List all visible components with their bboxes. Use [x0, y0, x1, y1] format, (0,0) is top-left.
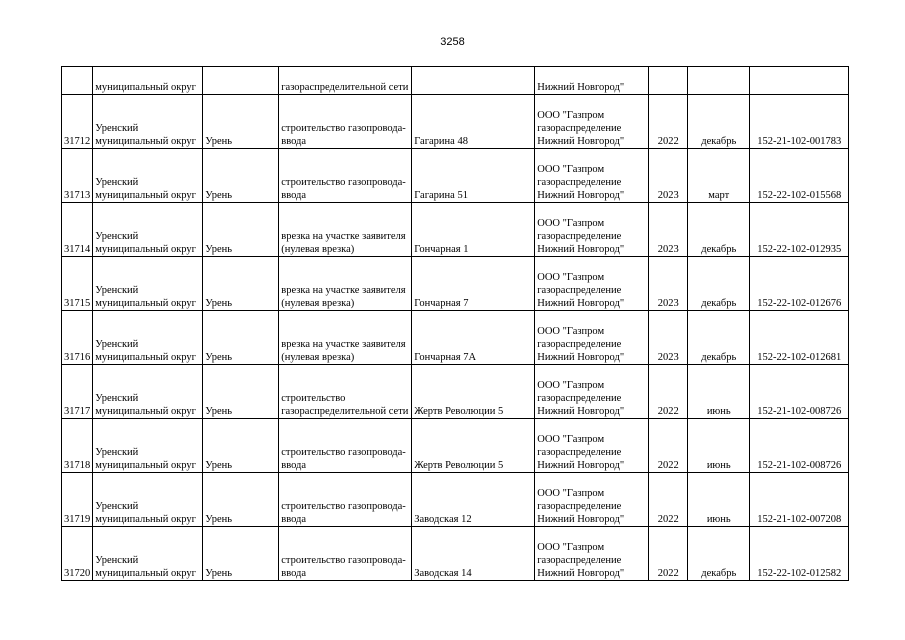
org-line: Нижний Новгород": [537, 568, 625, 579]
cell-address: Гагарина 48: [412, 95, 535, 149]
cell-month: декабрь: [688, 311, 750, 365]
org-line: Нижний Новгород": [537, 298, 625, 309]
org-line: газораспределение: [537, 393, 622, 404]
org-line: Нижний Новгород": [537, 190, 625, 201]
cell-work: газораспределительной сети: [279, 67, 412, 95]
cell-district: муниципальный округ: [93, 67, 203, 95]
cell-work: [279, 311, 412, 365]
cell-org: [535, 257, 649, 311]
org-line: газораспределение: [537, 177, 622, 188]
cell-district: [93, 419, 203, 473]
cell-district: [93, 149, 203, 203]
cell-code: 152-22-102-012582: [750, 527, 849, 581]
cell-address: Жертв Революции 5: [412, 419, 535, 473]
cell-year: 2023: [649, 257, 688, 311]
cell-year: 2022: [649, 527, 688, 581]
cell-code: 152-21-102-008726: [750, 365, 849, 419]
cell-num: 31719: [62, 473, 93, 527]
org-line: Нижний Новгород": [537, 136, 625, 147]
district-line: Уренский: [95, 285, 139, 296]
cell-year: 2022: [649, 473, 688, 527]
cell-district: [93, 95, 203, 149]
work-line: строительство газопровода-: [281, 447, 406, 458]
cell-month: июнь: [688, 473, 750, 527]
cell-org: [535, 149, 649, 203]
cell-code: 152-21-102-007208: [750, 473, 849, 527]
cell-year: 2023: [649, 311, 688, 365]
gasification-registry-table: [61, 66, 849, 581]
cell-locality: Урень: [203, 203, 279, 257]
cell-year: 2022: [649, 419, 688, 473]
cell-address: Гончарная 1: [412, 203, 535, 257]
cell-num: 31716: [62, 311, 93, 365]
district-line: муниципальный округ: [95, 460, 196, 471]
cell-district: [93, 257, 203, 311]
table-row: [62, 419, 849, 473]
org-line: газораспределение: [537, 501, 622, 512]
cell-locality: Урень: [203, 149, 279, 203]
district-line: Уренский: [95, 123, 139, 134]
district-line: Уренский: [95, 393, 139, 404]
work-line: (нулевая врезка): [281, 244, 355, 255]
org-line: Нижний Новгород": [537, 514, 625, 525]
work-line: врезка на участке заявителя: [281, 285, 406, 296]
org-line: Нижний Новгород": [537, 352, 625, 363]
cell-org: [535, 527, 649, 581]
cell-work: [279, 473, 412, 527]
cell-district: [93, 527, 203, 581]
org-line: ООО "Газпром: [537, 326, 605, 337]
work-line: строительство газопровода-: [281, 501, 406, 512]
district-line: муниципальный округ: [95, 568, 196, 579]
cell-month: декабрь: [688, 95, 750, 149]
cell-month: [688, 67, 750, 95]
cell-num: 31718: [62, 419, 93, 473]
org-line: газораспределение: [537, 447, 622, 458]
district-line: муниципальный округ: [95, 406, 196, 417]
table-row: [62, 95, 849, 149]
table-row-continuation: [62, 67, 849, 95]
cell-code: 152-22-102-012676: [750, 257, 849, 311]
org-line: ООО "Газпром: [537, 488, 605, 499]
table-row: [62, 311, 849, 365]
cell-address: Жертв Революции 5: [412, 365, 535, 419]
cell-org: [535, 95, 649, 149]
cell-num: 31720: [62, 527, 93, 581]
table-row: [62, 365, 849, 419]
cell-org: [535, 311, 649, 365]
cell-code: 152-22-102-012681: [750, 311, 849, 365]
cell-locality: Урень: [203, 419, 279, 473]
cell-org: Нижний Новгород": [535, 67, 649, 95]
work-line: (нулевая врезка): [281, 298, 355, 309]
cell-num: 31713: [62, 149, 93, 203]
work-line: (нулевая врезка): [281, 352, 355, 363]
org-line: газораспределение: [537, 231, 622, 242]
district-line: Уренский: [95, 231, 139, 242]
cell-num: 31712: [62, 95, 93, 149]
cell-address: Гагарина 51: [412, 149, 535, 203]
district-line: Уренский: [95, 447, 139, 458]
org-line: ООО "Газпром: [537, 110, 605, 121]
cell-locality: Урень: [203, 527, 279, 581]
cell-locality: Урень: [203, 473, 279, 527]
org-line: газораспределение: [537, 123, 622, 134]
table-row: [62, 257, 849, 311]
district-line: муниципальный округ: [95, 514, 196, 525]
cell-work: [279, 257, 412, 311]
org-line: ООО "Газпром: [537, 218, 605, 229]
org-line: Нижний Новгород": [537, 244, 625, 255]
cell-year: 2022: [649, 95, 688, 149]
org-line: ООО "Газпром: [537, 434, 605, 445]
table-row: [62, 203, 849, 257]
cell-work: [279, 419, 412, 473]
cell-num: 31715: [62, 257, 93, 311]
district-line: муниципальный округ: [95, 352, 196, 363]
work-line: строительство газопровода-: [281, 123, 406, 134]
district-line: Уренский: [95, 339, 139, 350]
org-line: ООО "Газпром: [537, 272, 605, 283]
org-line: ООО "Газпром: [537, 380, 605, 391]
district-line: муниципальный округ: [95, 298, 196, 309]
work-line: врезка на участке заявителя: [281, 231, 406, 242]
page-number: 3258: [440, 36, 465, 48]
cell-address: Заводская 14: [412, 527, 535, 581]
work-line: врезка на участке заявителя: [281, 339, 406, 350]
district-line: Уренский: [95, 177, 139, 188]
district-line: Уренский: [95, 555, 139, 566]
cell-code: 152-22-102-012935: [750, 203, 849, 257]
cell-address: Гончарная 7: [412, 257, 535, 311]
cell-work: [279, 527, 412, 581]
cell-district: [93, 473, 203, 527]
table-row: [62, 473, 849, 527]
cell-district: [93, 203, 203, 257]
work-line: ввода: [281, 190, 307, 201]
cell-org: [535, 365, 649, 419]
org-line: газораспределение: [537, 285, 622, 296]
cell-address: [412, 67, 535, 95]
cell-year: 2023: [649, 149, 688, 203]
cell-code: [750, 67, 849, 95]
cell-num: 31717: [62, 365, 93, 419]
cell-code: 152-22-102-015568: [750, 149, 849, 203]
cell-year: [649, 67, 688, 95]
table-row: [62, 149, 849, 203]
cell-locality: Урень: [203, 311, 279, 365]
org-line: ООО "Газпром: [537, 164, 605, 175]
cell-month: июнь: [688, 365, 750, 419]
work-line: ввода: [281, 136, 307, 147]
cell-address: Гончарная 7А: [412, 311, 535, 365]
work-line: ввода: [281, 568, 307, 579]
cell-locality: [203, 67, 279, 95]
table-row: [62, 527, 849, 581]
district-line: муниципальный округ: [95, 190, 196, 201]
cell-month: декабрь: [688, 257, 750, 311]
cell-num: [62, 67, 93, 95]
work-line: строительство газопровода-: [281, 555, 406, 566]
cell-month: март: [688, 149, 750, 203]
org-line: Нижний Новгород": [537, 406, 625, 417]
cell-month: декабрь: [688, 203, 750, 257]
cell-month: декабрь: [688, 527, 750, 581]
cell-year: 2022: [649, 365, 688, 419]
cell-work: [279, 365, 412, 419]
cell-locality: Урень: [203, 365, 279, 419]
work-line: строительство: [281, 393, 346, 404]
cell-num: 31714: [62, 203, 93, 257]
district-line: Уренский: [95, 501, 139, 512]
cell-work: [279, 203, 412, 257]
cell-work: [279, 149, 412, 203]
cell-org: [535, 203, 649, 257]
work-line: ввода: [281, 514, 307, 525]
work-line: ввода: [281, 460, 307, 471]
org-line: газораспределение: [537, 555, 622, 566]
cell-code: 152-21-102-001783: [750, 95, 849, 149]
cell-month: июнь: [688, 419, 750, 473]
cell-locality: Урень: [203, 95, 279, 149]
district-line: муниципальный округ: [95, 244, 196, 255]
cell-address: Заводская 12: [412, 473, 535, 527]
org-line: Нижний Новгород": [537, 460, 625, 471]
work-line: газораспределительной сети: [281, 406, 409, 417]
cell-org: [535, 473, 649, 527]
cell-work: [279, 95, 412, 149]
district-line: муниципальный округ: [95, 136, 196, 147]
work-line: строительство газопровода-: [281, 177, 406, 188]
cell-code: 152-21-102-008726: [750, 419, 849, 473]
cell-org: [535, 419, 649, 473]
org-line: ООО "Газпром: [537, 542, 605, 553]
cell-locality: Урень: [203, 257, 279, 311]
cell-district: [93, 311, 203, 365]
cell-district: [93, 365, 203, 419]
org-line: газораспределение: [537, 339, 622, 350]
cell-year: 2023: [649, 203, 688, 257]
